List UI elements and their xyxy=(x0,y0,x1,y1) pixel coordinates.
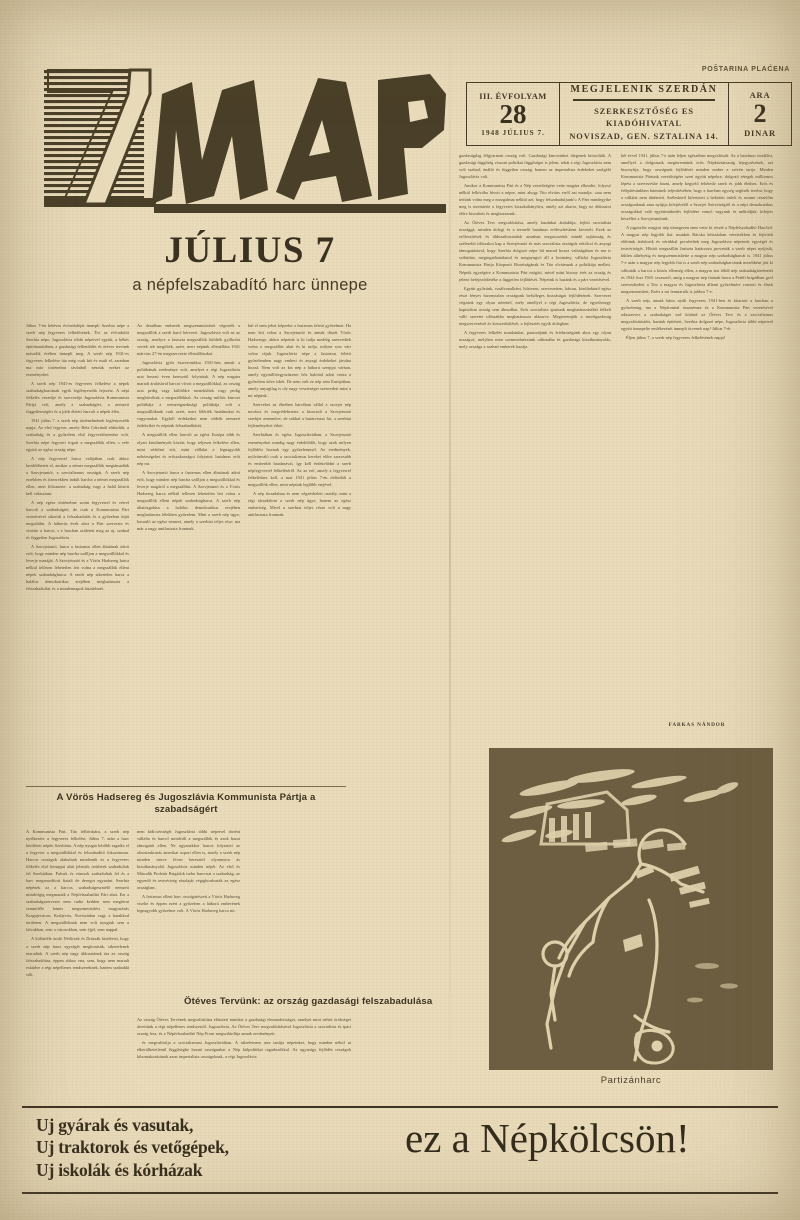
subhead-five-year-plan: Ötéves Tervünk: az ország gazdasági felszabadulása xyxy=(184,996,433,1007)
paragraph: A szerb nép 1941-es fegyveres felkelése a népek szabadságharcának egyik legfényesebb fejezete. A népi felkelés vezetője és szervezője Jugoszlávia Kommunista Pártja volt, amely a szabadságért, a nemzeti függetlenségért és a jobb életért harcolt a népek élén. xyxy=(26,381,129,415)
article-column-2 xyxy=(137,322,240,782)
paragraph: Július 7-én hétéves évfordulóját ünnepli Szerbia népe a szerb nép fegyveres felkelésének. Évi az évfordulót Szerbia népe, Jugoszlávia többi népeivel együtt, a békés épitőmunkában, a gazdasági fellendülés és ötéves tervünk második évében ünnepli meg. A szerb nép 1941-es fegyveres felkelése óta még csak hét év mult el, azonban ma már történelmi távlatból nézzük ezeket az eseményeket. xyxy=(26,323,129,378)
ad-rule-top xyxy=(22,1106,778,1108)
subhead-rule-top xyxy=(26,786,346,787)
paragraph: kül el nem jehet képzelni a fasizmus feletti győzelmet. Ha nem lett volna a Szovjetunió és annak díszét Vörös Hadserege, akkor népeink is ki tudja meddig szenvedtek volna a megszállás alatt és ki tudja, milyen sors várt volna rájuk. Jugoszlávia népe a fasizmus feletti győzelemben nagy emberi és anyagi érdekeket járulna hozzá. Nem volt az kis nép a háború szerpjai várban, amely egymillióegyszázezer hős halottal adott vonta a győzelem üdve iskét. De nem volt ez nép sem Európában, amely anyagilag is oly nagy veszteséget szenvedett mint a mi népünk. xyxy=(248,323,351,399)
publication-info-box xyxy=(466,82,792,146)
ad-line-3: Uj iskolák és kórházak xyxy=(36,1159,203,1180)
paragraph: Jugoszlávia győz észrezomlása 1941-ben annak a politikának eredménye volt, amelyet a régi Jugoszlávia urai hosszú éven keresztül folytattak. A nép magára maradt árulásával harcot vívott a megszállókkal, az ország urai pedig vagy külföldre menekültek vagy pedig megbúvóltak a megszállókkal. Az ország milliós kincsei politikája a nemzetgazdasági politikája volt a megszállóknak csak azért, mert félérték hatalmukat és vagyonukat. Egyből érdekeiket nem védték nemzeti érdekeiket és népünk felszabadítását. xyxy=(137,360,240,429)
masthead-logo-7nap xyxy=(26,64,446,214)
main-headline-block xyxy=(40,232,460,295)
paragraph: A fegyveres felkelés munkánkat, paraszájánk és értelmiségünk ahoz egy olyan országvá, melyben ezen szemmelnézzünk otthonába és gazdasági kizsákmányolás, mely országa a szabad emberek hazája. xyxy=(459,329,611,349)
article-column-8 xyxy=(621,152,773,712)
ad-line-2: Uj traktorok és vetőgépek, xyxy=(36,1137,229,1158)
issue-number: 28 xyxy=(499,98,527,129)
paragraph: nem kidicsértségét Jugoszlávia többi népeivel történt vállalta és harcol mindvált a megszállók és azok hazai támogatói ellen. Ne ugyanakkor harcot folytatott az olnostrukturás amerikai osport ellen is, amely a szerb nép minden nézve léven keresztül olyannyira ás kizsákmányolói Jugoszlávia minden népét. Az első és Második Proletár Brigádok tudor harcosai a szabadság, az egyenlő és testvériség zászlaját végighordozták az egész országban. xyxy=(137,829,240,891)
paragraph: A fasizmus elleni harc országárészeit a Vörös Hadsereg viselte és éppen ezért a győzelem a háború emberének legnagyobb győzelme volt. A Vörös Hadsereg harca mi. xyxy=(137,894,240,914)
paragraph: A nép fegyverrel harca valójában csak akkor kezdődhetett el, amikor a német megszállók megtámadták a Szovjetuniót, a szocializmus országát. A szerb nép ezrekben és tízezrekben indult harcba a német megszállók ellen, mert fölismerte: a szabadság vagy a halál között kell választani. xyxy=(26,455,129,496)
divider-rule xyxy=(573,99,714,100)
office-line-1: SZERKESZTŐSÉG ES KIADÓHIVATAL xyxy=(594,106,694,129)
paragraph: A különféle áruló Nédicsek és Drázsák kisérletei, hogy a szerb nép harci egységét megbontsák, sikertelenek maradtak. A szerb nép nagy áldozatának ára az ország felszabadítása, éppen ahhoz vna, sem, hogy nem maradt esküdve a régi népellenes rendszereknek, hanem szabaddá vált. xyxy=(26,936,129,977)
ad-slogan: ez a Népkölcsön! xyxy=(405,1115,690,1161)
paragraph: A Szovjetunió harca a fasizmus ellen áltatónak adott erőt, hogy minden nép harcba szálljon a megszállókkal és leverje magáról a megszállást. A Szovjetunió és a Vörös Hadsereg harca nélkül tellesen lehetetlen lett volna a megszállók elleni népek szabadságharca. A szerb nép áltatózgolása a halálos demokratikus erejében meghatározta lélekben győzelem. Mint a szerb nép ügye, hasonló az egész nemzet, amely a szerbiai teljes rész: ma már a nagy antifasiszta frontnak. xyxy=(137,469,240,531)
paragraph: A nép egész történelme során fegyverrel és vérrel harcolt a szabadságért, de csak a Kommunista Párt vezetésével sikerült a felszabadulás és a győzelem útját megtalálni. A háborús évek alatt a Párt szervezte és vezette a harcot, s e harcban született meg az uj, szabad és független Jugoszlávia. xyxy=(26,499,129,540)
paragraph: A megszállók ellen harcolt az egész Európa több és olyan körülmények között, hogy teljesen felkelése ellen, mint védelmi tett, mint vállalat a legnagyobb nehézségeket és erőszakosságot folytatni: hatalmas erőt nép mi. xyxy=(137,432,240,466)
article-column-5 xyxy=(137,828,240,988)
paragraph: A jugoszláv magyar nép tömegezen nem vette ki részét a Népfelszabadító Harcból. A magyar nép legjobb fiai: munkás Bácska kétszázban véreztekben és fejtettek előttünk átdolozik és vértikkal pecsételtek meg Jugoszlávia népeinek egységét és testvériségét. Hőstöt megszállás fasiszta határozza provenák a szerb népet nyújtsik, hűtlen alhelyeiig és megszemmisítette a magyar nép szabadságharcát is. 1941 július 7-e után a magyar nép legjobb fiai is a szerb nép szabadságharcának mezőiként jött ki váltották a harcot a közös ellenség ellen, a magyar áru tőből nép szabadságtörténetét és 1944 őszi 1945. tavasztól, amíg a magyar nép fiainak harca a Petőfi brigádban gróf szervezkedett a Tito a magyar és Jugoszlávia állami győzelmére vonzott és élnek megsemmisített, Ezért a mi fenntartók is jobbra 7-e. xyxy=(621,225,773,294)
paragraph: gazdaságilag félgyarmati ország volt. Gazdasági kincseinket idegenek bitorolták. A gazdasági függőség viszont politikai függőséget is jelent, tehát a régi Jugoszlávia nem volt szabad, önálló és független ország, hanem az imperialista érdekeket szolgáló Jugoszlávia volt. xyxy=(459,153,611,180)
publisher-cell xyxy=(560,83,729,145)
paragraph: Együtt győzünk, vasálvonalként, hősiesen, szervezetten, bátran, körültekintő egész részt fényes bizonytalan országunk belsőleges hozzáságai fejlődésének. Szervezet végzünk egy olyan nézettel, mely amellyel a régi Jugoszlávia, de egyetlenegy kapitalista ország sem álmodhat. Erős szocialista ipartunk meghatározásékét felkelt vállt szeretet időszakba meghatározza alázarva. Megteremtjük a mezőgazdaság megszervezését és korszerűsítését, a fejlesztés egyik dologban. xyxy=(459,285,611,326)
paragraph: A Kommunista Párt, Tito felhívására, a szerb nép nyelkezete a fegyveres felkelést, Július 7. után a harc kérdéseit népén Szerbiára. A nép nyugta később ragadta el a fegyvert a megszállókkal és felszabadító fokozatosan. Harcos országok alakulnak mindenült és a fegyveres felkelés első hónapjai alatt jelentős területek szabadultak fel Szerbiában. Palvuk és városok szabadultak fel és a harc megmozdított fiatalt de deregot egyaránt. Szerbia népének az a harcos, szabadságeszmélő nemzeti mindvégig megmaradt a Népfelszabadító Párt alatt. Ezt a szabadságszervezet nem tudta kedden sem megtörni semmiféle hamis megsemmisítési magyarázás Kragujevácon, Kraljevóa, Novíszádon vagy a barakkod területen. A megszállóknak nem volt nyugtuk sem a falvakban, sem a városokban, sem éjjel, sem nappal. xyxy=(26,829,129,933)
ad-line-1: Uj gyárak és vasutak, xyxy=(36,1115,194,1135)
frequency-label: MEGJELENIK SZERDÁN xyxy=(570,84,718,96)
issue-date: 1948 JÚLIUS 7. xyxy=(481,128,545,138)
paragraph: Az ország Ötéves Tervének megvalósítása eltünteti mindazt a gazdasági elmaradottságot, amelyet mint nehéz örökséget átvettünk a régi népellenes rendszertől. Jugoszlávia, Az Ötéves Terv megvalósításával Jugoszlávia a szocialista és ipari ország lesz, és a Népfelszabadító Nép Front megszilárdítja annak eredményeit. xyxy=(137,1017,351,1037)
ad-text-block xyxy=(36,1114,436,1181)
paragraph: Szerveket az ébrében harcában vállal a szovjet nép novátor és megvédelmezte a kisorsult a Szovjetunió szerbjei zeneműve, de sokkal a hatásviszas hit, a szerbiai fejleményeket érhet. xyxy=(248,402,351,429)
article-column-7 xyxy=(459,152,611,732)
partisan-battle-woodcut-image xyxy=(489,748,773,1070)
photo-caption: Partizánharc xyxy=(600,1075,662,1086)
article-column-3 xyxy=(248,322,351,782)
price-value: 2 xyxy=(753,99,767,128)
paragraph: A Szovjetunió, harca a fasizmus ellen áltatónak adott erőt, hogy minden nép harcba szálljon a megszállókkal és leverje mazáját. A Szovjetunió és a Vörös Hadsereg harca nélkül tellesen lehetetlen lett volna a megszállók elleni népek szabadságharca. A szerb nép sikertelen harca a halálos demokratikus erejében meghatározta a felszabadulást és a mindennapok küzdelmét. xyxy=(26,543,129,592)
office-line-2: NOVISZAD, GEN. SZTALINA 14. xyxy=(569,132,719,141)
paragraph: Szerbiában és egész Jugoszláviában, a Szovjetunió eseményeket mindig nagy érdeklődőt, hogy azok milyen fejlődést hoznak egy győzelemmel. Az eredmények, nyilvánvaló csak a szocializmus kerekei előre szorosabb és emberibb hatalmával, így kell érdekelődni a szerb népfegyverrel felkeléséről. Az az erő, amely a fegyverrel felkeléshez kell, a mai 1941 július 7-én eldördült a megszállók ellen, mint népünk legfőbb erejével. xyxy=(248,432,351,487)
paragraph: Az detailban emberek megszemmisitését végezték a megszállók a szerb harci bérverei. Jugoszlávia volt az az ország, amelyre a fasiszta megszállók küldték gyilkolni vertek tek megölték, azért, mert népünk ellenállása 1941 március 27-én megszervezte ellenállásukat. xyxy=(137,323,240,357)
paragraph: Az Ötéves Terv megvalósítása, amely hazánkat átalakítja, fejleti szocialista országgá, minden dologi és a termelő hatalmas erőfeszítésként követeli. Ezek az erőfeszítések és áldozathozatalok azonban megszorzónk mindé sajátosság és szélesebb időszakot kap a Szovjetunió és más szocialista országok erkölcsi és anyagi támogatásával, hogy Szerbia dolgozó népe hű marad hozza valóságában és ma is szilárdan, megingathatatlanul és megnyugvó áll a kormány, vállalat Jugoszlávia Kommunista Pártja Központi Bizottságának és Tito elvtársnak a politikája mellett. Népeik egységére a Kommunista Párt mögött, mivel mint bizony érés az ország és jelene befejeződtetéke a független fejlődését. Népeink is hazánk és a párt vezetésével. xyxy=(459,220,611,282)
paragraph: Éljen július 7, a szerb nép fegyveres felkelésének napja! xyxy=(626,334,726,340)
paragraph: A nép forradalma és nem végzésbelett osztály, mint a régi társadalom a szerb nép ügye, hanem az egész emberiség. Mivel a szerbiai teljes része volt a nagy antifasiszta frontnak. xyxy=(248,490,351,517)
subhead-red-army: A Vörös Hadsereg és Jugoszlávia Kommunista Pártja a szabadságért xyxy=(56,792,316,816)
paragraph: Amikor a Kommunista Párt és a Nép vezetőségére vette magára elkezdte, folyosó nélkül felhívóba hívott a népre, mint ahogy Tito elvtárs erről azt mondja: »ma nem tettünk volna meg a mozgalmat nélkül azt, hogy felszabaduljunk!« A Párt mindegyike meg is teremtette a fegyveres kiszakultányítva, amely azt akarta, hogy ne áldozatot előre kiszabott és meghozzanak. xyxy=(459,183,611,217)
article-column-4 xyxy=(26,828,129,1096)
page-title: JÚLIUS 7 xyxy=(164,230,336,271)
volume-cell xyxy=(467,83,560,145)
paragraph: és megvalósítja a szocializmust Jugoszláviában. A túlzelemem arra tanítja népeinket, hogy minden nékül ut elkerülhetetlenül függőségbe hozná országunkat a Nép külpolitikai ragadozókkal. Az ugyanígy fejlődés országok kibontakozásának azon imperialista országoknak, a régi Jugoszlávia xyxy=(137,1040,351,1060)
postmark-label: POŠTARINA PLAĆENA xyxy=(701,66,790,73)
bottom-advertisement[interactable] xyxy=(22,1106,778,1202)
price-label: ARA xyxy=(749,90,771,100)
paragraph: hét évvel 1941. július 7-e után leljen egészében megvalósult. Az a hatalmas tendálist, amellyel a dolgozunk megteremtünk erős Népköztársaság lejegyzésének, azt bizonyítja, hogy országunk fejlődését minden ember a szívén tartja. Minden Kommunista Pártunk vezetőségére szeri együtt népekre, dolgozó rétegek milliomos lépést a szervezésbe hozni, amely kegyelő feltétetle szerb és jobb élethez. Erős és felépítésünkben bárminek teljesítésében, hogy a harcban egység segítsék terelni, hogy a vállalat nem tűnhetett. Széleskörű kifertetett a bekötött önlelt és semmi részelőm országunknak ama nyújtja kifejtésétől a Szovjet Szövetségtől és a népi demokratikus országokkal való egyöttmüködés fejlődése vonul, vagyunk és működjük: kifejtés beszéltet a Szovjetuniónak. xyxy=(621,153,773,222)
paragraph: A szerb nép, annak hátra nyúlt fegyveres 1941-ben és kitartott a harcban a győzelemig, ma a Népfronttal össznémze és a Kommunista Párt vezetésével odaszervez a szabadságot vad kötönd az Ötéves Terv és a szocializmus megvalósításáért, hazánk építésért, Szerbia dolgozó népe, Jugoszlávia többi népeivel együtt ünnepelte emlékezését ünnepli ötvenek nap! Július 7-ét. xyxy=(621,297,773,331)
ad-rule-bottom xyxy=(22,1192,778,1194)
page-fold-shadow xyxy=(449,0,451,1106)
volume-label: III. ÉVFOLYAM xyxy=(479,90,547,101)
article-column-1 xyxy=(26,322,129,782)
article-signature: FARKAS NÁNDOR xyxy=(668,722,726,728)
article-column-6 xyxy=(137,1016,351,1098)
price-currency: DINAR xyxy=(744,128,776,138)
page-subtitle: a népfelszabadító harc ünnepe xyxy=(132,276,368,294)
price-cell xyxy=(729,83,791,145)
paragraph: 1941 július 7. a szerb nép történelmének legfényesebb napja. Az első fegyver, amely Bela Crkvánál eldördült, a szabadság és a győzelem első fegyverdörrenése volt. Szerbia népe fegyvert fogott a megszállók ellen, s vele együtt az egész ország népe. xyxy=(26,418,129,452)
